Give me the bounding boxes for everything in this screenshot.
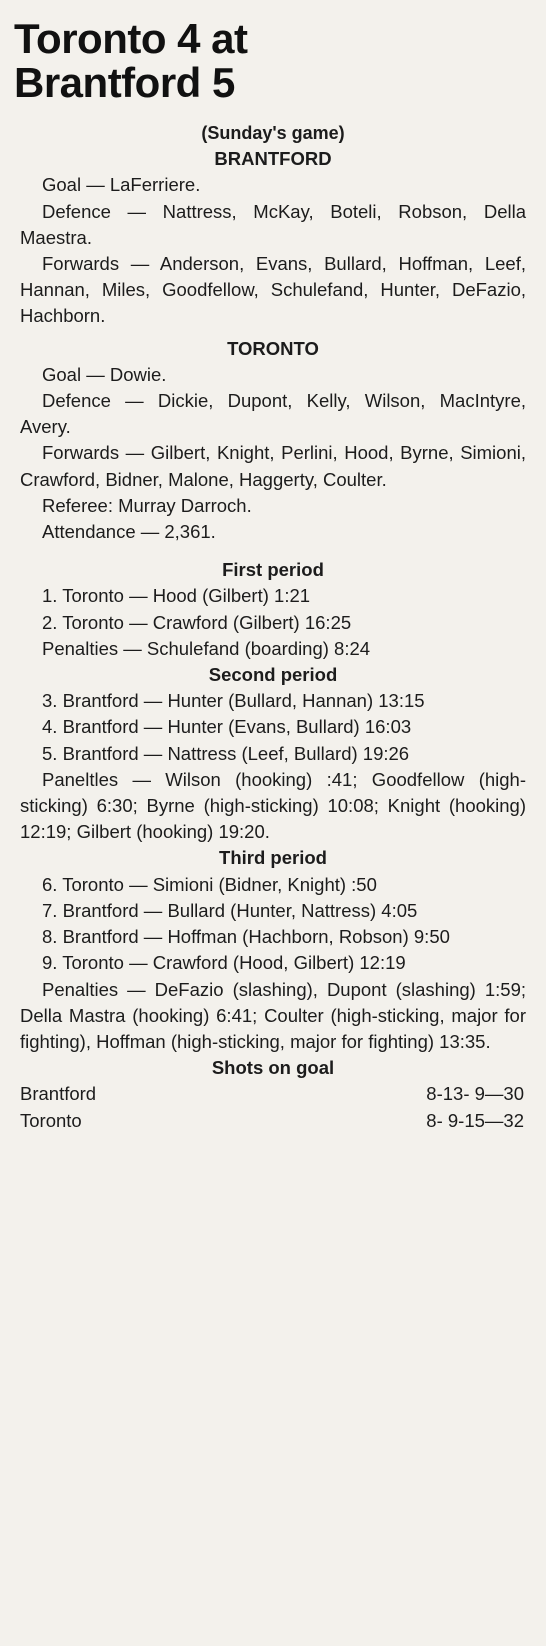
team-heading-toronto: TORONTO: [227, 337, 319, 359]
toronto-forwards: Forwards — Gilbert, Knight, Perlini, Hood, Byrne, Simioni, Crawford, Bidner, Malone, Haggerty, Coulter.: [20, 442, 526, 490]
period-3-line-1: 6. Toronto — Simioni (Bidner, Knight) :50: [42, 873, 377, 895]
period-3-line-4: 9. Toronto — Crawford (Hood, Gilbert) 12:19: [42, 952, 406, 974]
subhead: (Sunday's game): [201, 123, 345, 143]
shots-row-brantford: [20, 1081, 526, 1107]
brantford-forwards: Forwards — Anderson, Evans, Bullard, Hoffman, Leef, Hannan, Miles, Goodfellow, Schulefand, Hunter, DeFazio, Hachborn.: [20, 253, 526, 327]
period-1-line-2: 2. Toronto — Crawford (Gilbert) 16:25: [42, 611, 352, 633]
brantford-goal: Goal — LaFerriere.: [42, 174, 201, 196]
shots-heading: Shots on goal: [211, 1057, 335, 1079]
period-2-line-1: 3. Brantford — Hunter (Bullard, Hannan) 13:15: [42, 690, 425, 712]
period-1-heading: First period: [222, 559, 324, 581]
shots-team-brantford: Brantford: [20, 1083, 97, 1105]
referee: Referee: Murray Darroch.: [42, 494, 252, 516]
shots-team-toronto: Toronto: [20, 1109, 82, 1131]
shots-values-brantford: 8-13- 9—30: [426, 1083, 524, 1105]
shots-values-toronto: 8- 9-15—32: [426, 1109, 524, 1131]
brantford-defence: Defence — Nattress, McKay, Boteli, Robson, Della Maestra.: [20, 200, 526, 248]
boxscore-body: [20, 120, 526, 1134]
period-3-line-2: 7. Brantford — Bullard (Hunter, Nattress) 4:05: [42, 899, 418, 921]
headline-line-2: Brantford 5: [14, 59, 235, 106]
toronto-goal: Goal — Dowie.: [42, 363, 167, 385]
period-2-line-2: 4. Brantford — Hunter (Evans, Bullard) 16:03: [42, 716, 412, 738]
period-2-heading: Second period: [208, 664, 338, 686]
period-2-line-3: 5. Brantford — Nattress (Leef, Bullard) 19:26: [42, 742, 410, 764]
period-1-penalties: Penalties — Schulefand (boarding) 8:24: [42, 637, 371, 659]
period-3-penalties: Penalties — DeFazio (slashing), Dupont (slashing) 1:59; Della Mastra (hooking) 6:41; Coulter (high-sticking, major for fighting), Hoffman (high-sticking, major for fighting) 13:35.: [20, 978, 526, 1052]
period-3-line-3: 8. Brantford — Hoffman (Hachborn, Robson) 9:50: [42, 926, 450, 948]
shots-row-toronto: [20, 1108, 526, 1134]
period-1-line-1: 1. Toronto — Hood (Gilbert) 1:21: [42, 585, 311, 607]
team-heading-brantford: BRANTFORD: [214, 148, 332, 170]
period-3-heading: Third period: [219, 847, 327, 869]
headline-line-1: Toronto 4 at: [14, 15, 248, 62]
toronto-defence: Defence — Dickie, Dupont, Kelly, Wilson, MacIntyre, Avery.: [20, 390, 526, 438]
attendance: Attendance — 2,361.: [42, 521, 216, 543]
period-2-penalties: Paneltles — Wilson (hooking) :41; Goodfellow (high-sticking) 6:30; Byrne (high-sticking) 10:08; Knight (hooking) 12:19; Gilbert (hooking) 19:20.: [20, 768, 526, 843]
